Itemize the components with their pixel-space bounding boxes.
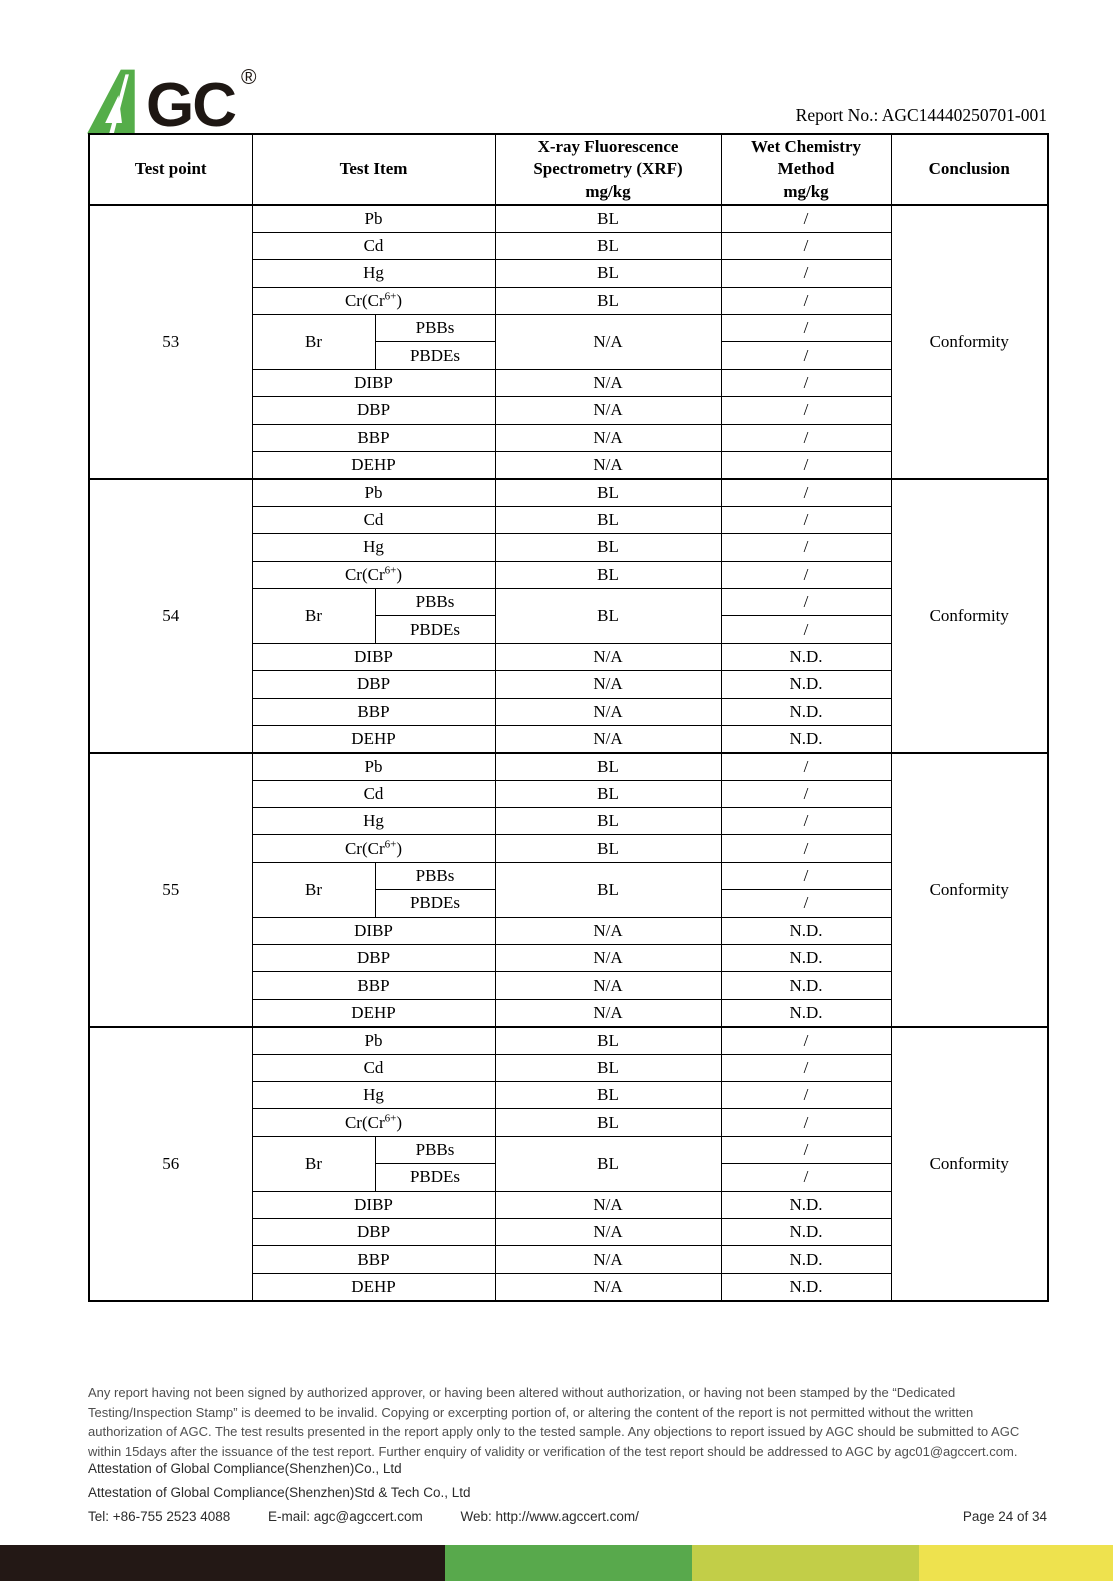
agc-logo-text: GC [146,70,235,140]
wet-value-cell: / [721,561,891,588]
wet-value-cell: / [721,808,891,835]
xrf-value-cell: BL [495,1136,721,1191]
wet-value-cell: / [721,397,891,424]
xrf-value-cell: BL [495,287,721,314]
wet-value-cell: / [721,506,891,533]
table-row [89,205,1048,232]
br-label-cell: Br [252,862,375,917]
xrf-value-cell: BL [495,479,721,506]
test-point-cell: 55 [89,753,252,1027]
test-item-cell: DBP [252,1218,495,1245]
cr-superscript: 6+ [384,290,397,303]
wet-value-cell: / [721,862,891,889]
disclaimer-text: Any report having not been signed by authorized approver, or having been altered without authorization, or having not been stamped by the “Dedicated Testing/Inspection Stamp” is deemed to be invalid. Copying or excerpting portion of, or altering the content of the report is not permitted without the written authorization of AGC. The test results presented in the report apply only to the tested sample. Any objections to report issued by AGC should be submitted to AGC within 15days after the issuance of the test report. Further enquiry of validity or verification of the test report should be addressed to AGC by agc01@agccert.com. [88,1385,1020,1459]
wet-value-cell: / [721,287,891,314]
wet-value-cell: / [721,260,891,287]
wet-value-cell: / [721,452,891,479]
registered-trademark-icon: ® [241,66,257,89]
xrf-value-cell: BL [495,260,721,287]
xrf-value-cell: N/A [495,315,721,370]
wet-value-cell: N.D. [721,671,891,698]
conclusion-cell: Conformity [891,479,1048,753]
wet-value-cell: N.D. [721,698,891,725]
contact-left-group [88,1509,673,1524]
xrf-value-cell: BL [495,588,721,643]
xrf-value-cell: N/A [495,452,721,479]
wet-value-cell: N.D. [721,917,891,944]
xrf-value-cell: N/A [495,1246,721,1273]
test-item-cell [252,835,495,862]
cr-label-close: ) [396,290,403,310]
xrf-value-cell: BL [495,534,721,561]
wet-value-cell: N.D. [721,972,891,999]
wet-value-cell: / [721,890,891,917]
xrf-value-cell: BL [495,835,721,862]
telephone: Tel: +86-755 2523 4088 [88,1509,231,1524]
agc-logo-a-icon [86,68,144,134]
bar-segment-yellow-green [692,1545,919,1581]
xrf-value-cell: BL [495,780,721,807]
wet-value-cell: / [721,1164,891,1191]
header-xrf-line3: mg/kg [585,181,631,201]
test-item-cell [252,287,495,314]
xrf-value-cell: N/A [495,917,721,944]
xrf-value-cell: N/A [495,945,721,972]
test-item-cell: DIBP [252,917,495,944]
test-item-cell: PBBs [375,315,495,342]
test-item-cell: Cd [252,780,495,807]
test-item-cell: DBP [252,397,495,424]
page-number: Page 24 of 34 [962,1509,1047,1524]
test-item-cell: Hg [252,808,495,835]
header-conclusion: Conclusion [891,134,1048,205]
test-item-cell: DEHP [252,1273,495,1300]
conclusion-cell: Conformity [891,753,1048,1027]
contact-line [88,1509,1047,1524]
header-wet-line3: mg/kg [783,181,829,201]
cr-label-close: ) [396,1112,403,1132]
test-item-cell: DBP [252,945,495,972]
wet-value-cell: / [721,588,891,615]
wet-value-cell: / [721,1109,891,1136]
cr-label-close: ) [396,564,403,584]
test-item-cell: PBBs [375,588,495,615]
conclusion-cell: Conformity [891,1027,1048,1301]
bar-segment-yellow [919,1545,1113,1581]
website: Web: http://www.agccert.com/ [460,1509,639,1524]
test-point-cell: 56 [89,1027,252,1301]
test-item-cell: PBDEs [375,342,495,369]
wet-value-cell: N.D. [721,725,891,752]
xrf-value-cell: BL [495,1054,721,1081]
xrf-value-cell: N/A [495,999,721,1026]
test-item-cell: BBP [252,698,495,725]
test-item-cell: DIBP [252,1191,495,1218]
test-item-cell: Pb [252,205,495,232]
table-row [89,753,1048,780]
xrf-value-cell: BL [495,808,721,835]
cr-label: Cr(Cr [344,290,385,310]
wet-value-cell: / [721,835,891,862]
test-item-cell: Pb [252,479,495,506]
wet-value-cell: N.D. [721,1246,891,1273]
cr-label: Cr(Cr [344,1112,385,1132]
test-item-cell: Hg [252,260,495,287]
xrf-value-cell: N/A [495,369,721,396]
bar-segment-dark [0,1545,445,1581]
wet-value-cell: / [721,1082,891,1109]
test-item-cell: DIBP [252,643,495,670]
company-name-2: Attestation of Global Compliance(Shenzhen)Std & Tech Co., Ltd [88,1485,471,1500]
test-item-cell: DEHP [252,452,495,479]
xrf-value-cell: BL [495,561,721,588]
test-results-table [88,133,1049,1302]
header-test-item: Test Item [252,134,495,205]
test-item-cell: DEHP [252,725,495,752]
company-name-1: Attestation of Global Compliance(Shenzhen)Co., Ltd [88,1461,402,1476]
test-item-cell: PBDEs [375,616,495,643]
bar-segment-green [445,1545,692,1581]
header-test-point: Test point [89,134,252,205]
email: E-mail: agc@agccert.com [268,1509,423,1524]
test-item-cell: Hg [252,534,495,561]
xrf-value-cell: BL [495,1027,721,1054]
wet-value-cell: / [721,534,891,561]
test-item-cell: PBBs [375,862,495,889]
test-item-cell: PBBs [375,1136,495,1163]
xrf-value-cell: BL [495,1109,721,1136]
xrf-value-cell: N/A [495,725,721,752]
xrf-value-cell: N/A [495,1218,721,1245]
test-point-cell: 53 [89,205,252,479]
table-row [89,479,1048,506]
test-item-cell: Cd [252,1054,495,1081]
test-item-cell: Pb [252,753,495,780]
wet-value-cell: / [721,616,891,643]
test-item-cell [252,561,495,588]
br-label-cell: Br [252,315,375,370]
wet-value-cell: / [721,342,891,369]
wet-value-cell: / [721,1054,891,1081]
xrf-value-cell: N/A [495,1273,721,1300]
xrf-value-cell: N/A [495,698,721,725]
wet-value-cell: / [721,1136,891,1163]
wet-value-cell: / [721,205,891,232]
wet-value-cell: N.D. [721,999,891,1026]
wet-value-cell: / [721,479,891,506]
test-item-cell: BBP [252,1246,495,1273]
table-row [89,1027,1048,1054]
test-item-cell: DIBP [252,369,495,396]
wet-value-cell: / [721,369,891,396]
test-item-cell [252,1109,495,1136]
test-item-cell: Cd [252,506,495,533]
wet-value-cell: N.D. [721,643,891,670]
test-point-cell: 54 [89,479,252,753]
conclusion-cell: Conformity [891,205,1048,479]
header-xrf-line1: X-ray Fluorescence [537,137,679,157]
test-item-cell: PBDEs [375,890,495,917]
cr-superscript: 6+ [384,1111,397,1124]
cr-label-close: ) [396,838,403,858]
wet-value-cell: / [721,232,891,259]
xrf-value-cell: BL [495,862,721,917]
wet-value-cell: N.D. [721,945,891,972]
report-number: Report No.: AGC14440250701-001 [795,105,1047,125]
table-header-row [89,134,1048,205]
bottom-color-bar [0,1545,1113,1581]
xrf-value-cell: BL [495,1082,721,1109]
cr-superscript: 6+ [384,564,397,577]
wet-value-cell: N.D. [721,1218,891,1245]
cr-superscript: 6+ [384,838,397,851]
test-item-cell: BBP [252,424,495,451]
test-item-cell: Pb [252,1027,495,1054]
wet-value-cell: / [721,424,891,451]
test-item-cell: Cd [252,232,495,259]
agc-logo [86,56,257,140]
xrf-value-cell: N/A [495,972,721,999]
br-label-cell: Br [252,588,375,643]
wet-value-cell: N.D. [721,1273,891,1300]
xrf-value-cell: N/A [495,643,721,670]
header-wet-line1: Wet Chemistry [750,137,861,157]
xrf-value-cell: N/A [495,1191,721,1218]
xrf-value-cell: N/A [495,671,721,698]
wet-value-cell: / [721,753,891,780]
xrf-value-cell: BL [495,753,721,780]
header-xrf [495,134,721,205]
wet-value-cell: / [721,1027,891,1054]
wet-value-cell: / [721,780,891,807]
xrf-value-cell: BL [495,205,721,232]
test-item-cell: BBP [252,972,495,999]
header-wet-line2: Method [777,159,835,179]
wet-value-cell: N.D. [721,1191,891,1218]
xrf-value-cell: BL [495,506,721,533]
cr-label: Cr(Cr [344,564,385,584]
wet-value-cell: / [721,315,891,342]
xrf-value-cell: BL [495,232,721,259]
test-item-cell: DEHP [252,999,495,1026]
xrf-value-cell: N/A [495,397,721,424]
test-item-cell: Hg [252,1082,495,1109]
header-wet-chemistry [721,134,891,205]
header-xrf-line2: Spectrometry (XRF) [533,159,683,179]
test-item-cell: DBP [252,671,495,698]
xrf-value-cell: N/A [495,424,721,451]
test-item-cell: PBDEs [375,1164,495,1191]
br-label-cell: Br [252,1136,375,1191]
cr-label: Cr(Cr [344,838,385,858]
